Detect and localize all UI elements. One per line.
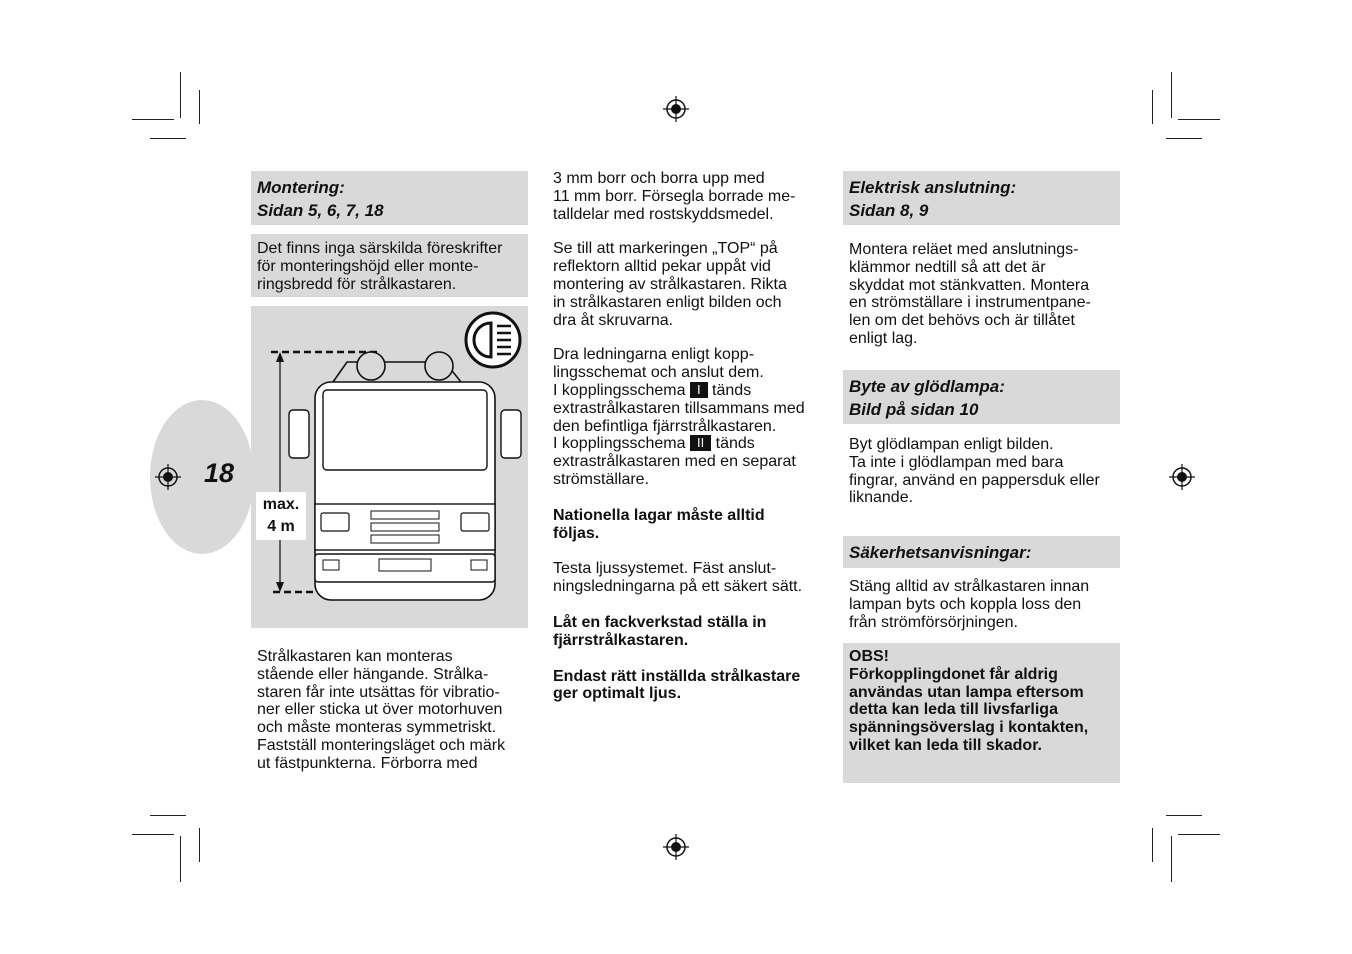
truck-figure [251,306,528,628]
paragraph-wiring: Dra ledningarna enligt kopp- lingsschemat och anslut dem. I kopplingsschema I tänds extrastrålkastaren tillsammans med den befintliga fjärrstrålkastaren. I kopplingsschema II tänds extrastrålkastaren med en separat strömställare. [553,346,805,488]
registration-mark-icon [1168,463,1196,491]
paragraph-drilling: 3 mm borr och borra upp med 11 mm borr. Försegla borrade me- talldelar med rostskyddsmedel. [553,170,796,223]
section-heading-safety: Säkerhetsanvisningar: [843,536,1120,568]
page-number: 18 [204,458,235,488]
mounting-paragraph: Strålkastaren kan monteras stående eller hängande. Strålka- staren får inte utsättas för vibratio- ner eller sticka ut över motorhuven och måste monteras symmetriskt. Fastställ monteringsläget och märk ut fästpunkterna. Förborra med [257,648,506,772]
schema-badge: II [690,435,711,451]
warning-title: OBS! [849,648,889,665]
section-heading-montering: Montering: Sidan 5, 6, 7, 18 [251,171,528,225]
paragraph-safety: Stäng alltid av strålkastaren innan lampan byts och koppla loss den från strömförsörjningen. [849,578,1090,631]
schema-badge: I [690,382,708,398]
paragraph-bulb: Byt glödlampan enligt bilden. Ta inte i glödlampan med bara fingrar, använd en pappersduk eller liknande. [849,436,1100,507]
intro-box: Det finns inga särskilda föreskrifter för monteringshöjd eller monte- ringsbredd för strålkastaren. [251,234,528,297]
registration-mark-icon [662,95,690,123]
registration-mark-icon [662,833,690,861]
section-heading-electrical: Elektrisk anslutning: Sidan 8, 9 [843,171,1120,225]
dimension-label: max. 4 m [256,492,306,540]
paragraph-national-laws: Nationella lagar måste alltid följas. [553,506,765,542]
paragraph-test: Testa ljussystemet. Fäst anslut- ningsledningarna på ett säkert sätt. [553,560,803,596]
paragraph-top-marking: Se till att markeringen „TOP“ på reflektorn alltid pekar uppåt vid montering av strålkastaren. Rikta in strålkastaren enligt bilden och dra åt skruvarna. [553,240,787,329]
paragraph-workshop: Låt en fackverkstad ställa in fjärrstrålkastaren. [553,613,767,649]
column-2 [553,170,833,703]
paragraph-relay: Montera reläet med anslutnings- klämmor nedtill så att det är skyddat mot stänkvatten. Montera en strömställare i instrumentpane- len om det behövs och är tillåtet enligt lag. [849,241,1091,347]
truck-illustration [251,306,528,628]
section-heading-bulb: Byte av glödlampa: Bild på sidan 10 [843,370,1120,424]
paragraph-optimal-light: Endast rätt inställda strålkastare ger optimalt ljus. [553,667,801,703]
registration-mark-icon [154,463,182,491]
warning-box: OBS! Förkopplingdonet får aldrig användas utan lampa eftersom detta kan leda till livsfarliga spänningsöverslag i kontakten, vilket kan leda till skador. [843,643,1120,783]
